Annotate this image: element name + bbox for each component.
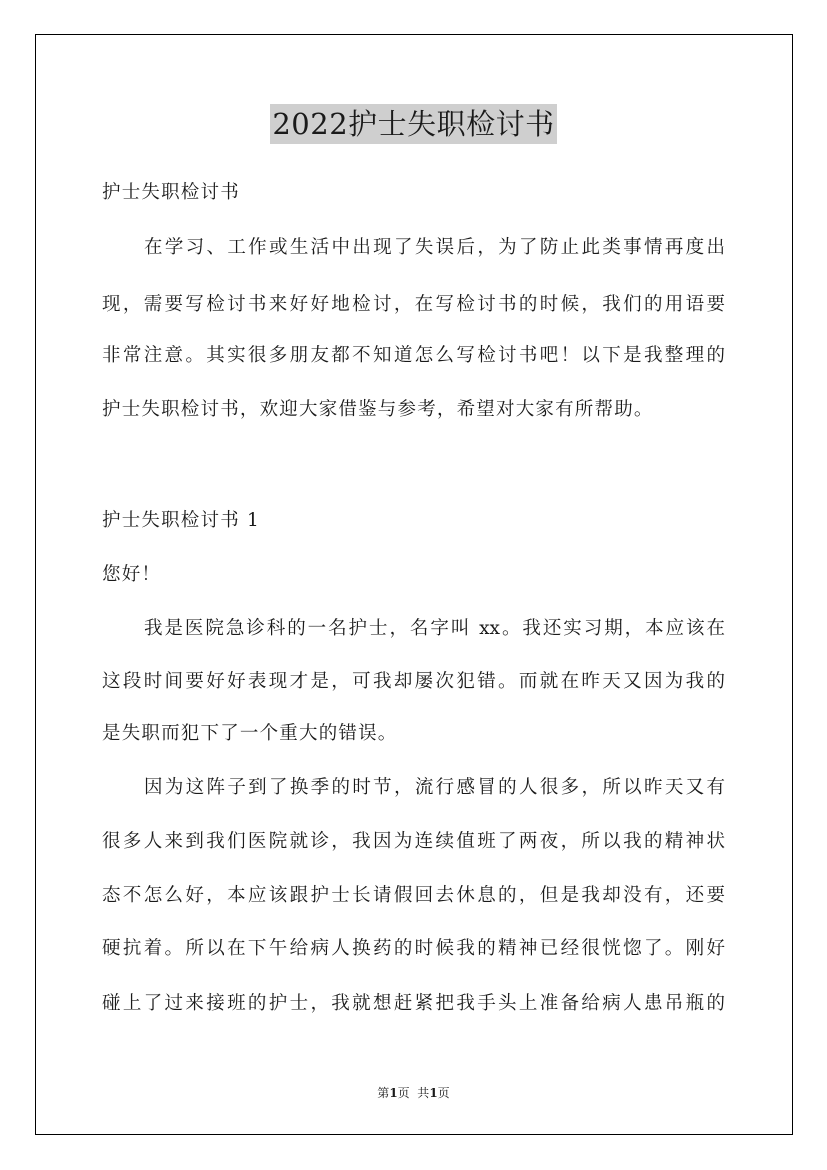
body-line: 我是医院急诊科的一名护士，名字叫 xx。我还实习期，本应该在 (144, 618, 725, 639)
body-line: 碰上了过来接班的护士，我就想赶紧把我手头上准备给病人患吊瓶的 (102, 993, 725, 1014)
greeting-line: 您好！ (102, 564, 162, 585)
document-title: 2022护士失职检讨书 (270, 104, 556, 144)
body-line: 硬抗着。所以在下午给病人换药的时候我的精神已经很恍惚了。刚好 (102, 938, 725, 959)
body-line: 因为这阵子到了换季的时节，流行感冒的人很多，所以昨天又有 (144, 777, 725, 798)
footer-page-suffix: 页 (437, 1086, 450, 1100)
page-footer (0, 1085, 827, 1101)
footer-page-prefix: 第 (377, 1086, 390, 1100)
footer-page-number: 1 (389, 1086, 398, 1100)
footer-page-mid: 页 共 (397, 1086, 430, 1100)
body-line: 护士失职检讨书，欢迎大家借鉴与参考，希望对大家有所帮助。 (102, 399, 654, 420)
body-line: 非常注意。其实很多朋友都不知道怎么写检讨书吧！以下是我整理的 (102, 345, 725, 366)
body-line: 很多人来到我们医院就诊，我因为连续值班了两夜，所以我的精神状 (102, 831, 725, 852)
title-container (0, 104, 827, 144)
body-line: 这段时间要好好表现才是，可我却屡次犯错。而就在昨天又因为我的 (102, 671, 725, 692)
section-heading-1: 护士失职检讨书 1 (102, 510, 260, 531)
body-line: 态不怎么好，本应该跟护士长请假回去休息的，但是我却没有，还要 (102, 885, 725, 906)
footer-page-total: 1 (429, 1086, 438, 1100)
body-line: 现，需要写检讨书来好好地检讨，在写检讨书的时候，我们的用语要 (102, 294, 725, 315)
section-heading-intro: 护士失职检讨书 (102, 182, 240, 203)
body-line: 是失职而犯下了一个重大的错误。 (102, 723, 398, 744)
body-line: 在学习、工作或生活中出现了失误后，为了防止此类事情再度出 (144, 237, 725, 258)
